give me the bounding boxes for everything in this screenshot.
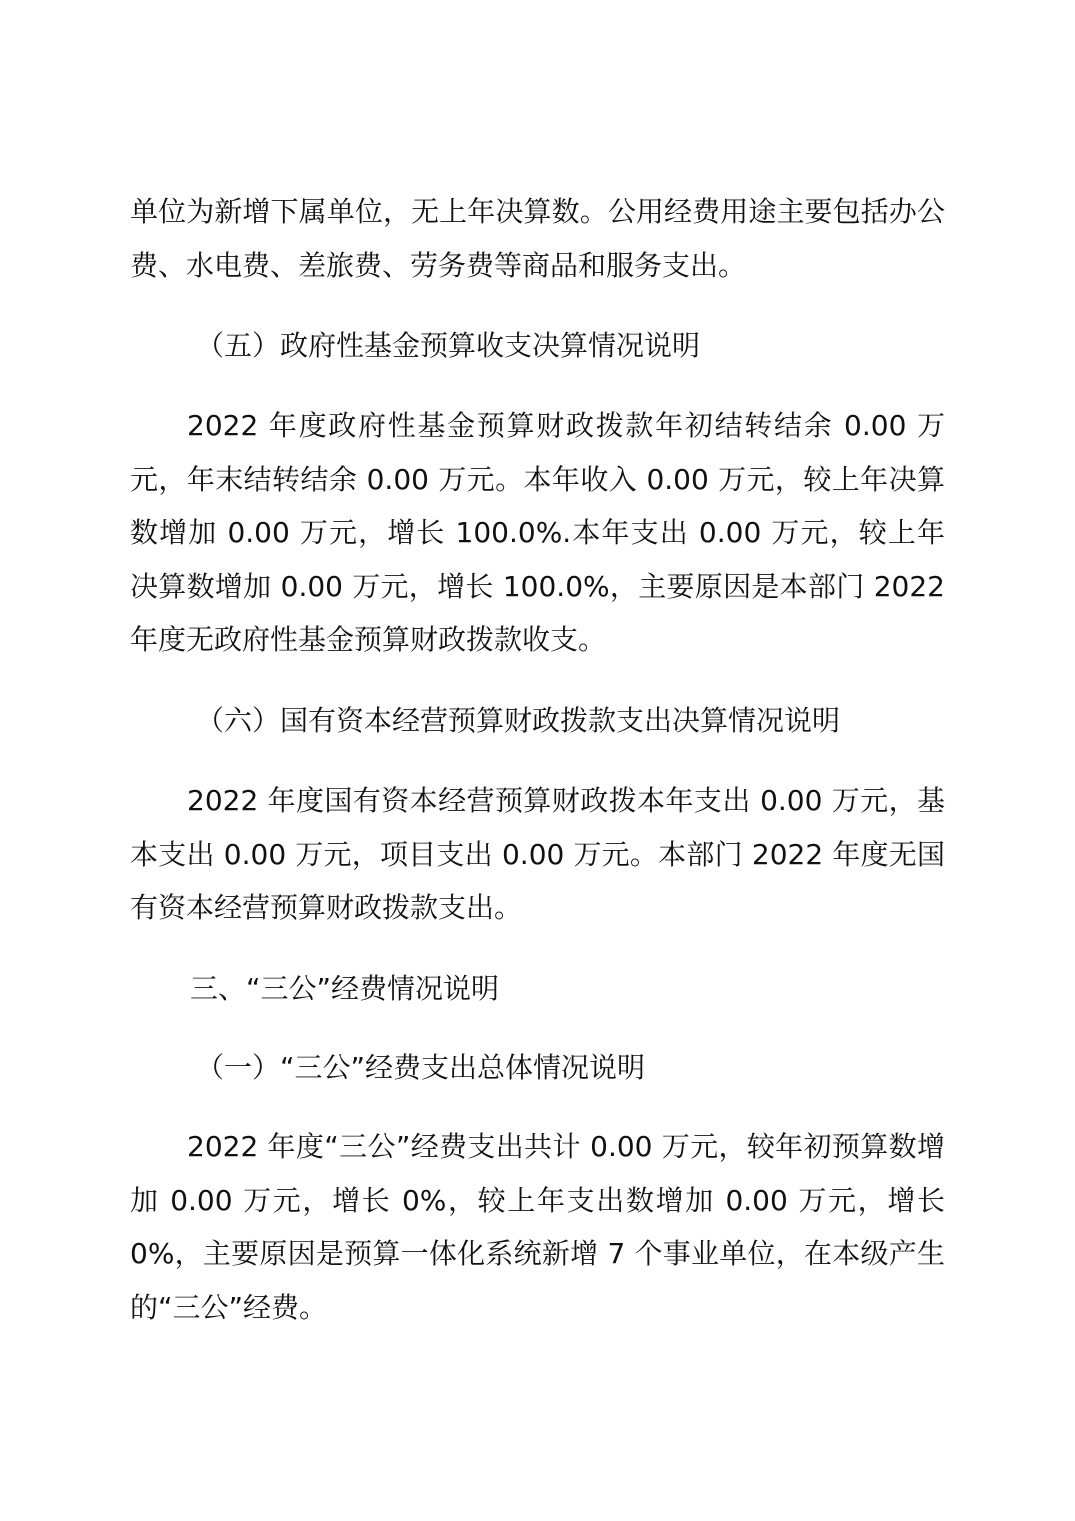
paragraph-public-expenses: 单位为新增下属单位，无上年决算数。公用经费用途主要包括办公费、水电费、差旅费、劳务费等商品和服务支出。: [130, 195, 945, 282]
paragraph-state-capital: 2022 年度国有资本经营预算财政拨本年支出 0.00 万元，基本支出 0.00 万元，项目支出 0.00 万元。本部门 2022 年度无国有资本经营预算财政拨款支出。: [130, 784, 945, 924]
paragraph-three-public-overall: 2022 年度“三公”经费支出共计 0.00 万元，较年初预算数增加 0.00 万元，增长 0%，较上年支出数增加 0.00 万元，增长 0%，主要原因是预算一体化系统新增 7 个事业单位，在本级产生的“三公”经费。: [130, 1130, 945, 1324]
subheading-three-public-overall: （一）“三公”经费支出总体情况说明: [196, 1051, 646, 1084]
subheading-government-fund: （五）政府性基金预算收支决算情况说明: [196, 329, 701, 362]
heading-three-public-expenses: 三、“三公”经费情况说明: [190, 972, 500, 1005]
paragraph-government-fund: 2022 年度政府性基金预算财政拨款年初结转结余 0.00 万元，年末结转结余 0.00 万元。本年收入 0.00 万元，较上年决算数增加 0.00 万元，增长 100.0%.本年支出 0.00 万元，较上年决算数增加 0.00 万元，增长 100.0%，主要原因是本部门 2022 年度无政府性基金预算财政拨款收支。: [130, 409, 945, 656]
subheading-state-capital: （六）国有资本经营预算财政拨款支出决算情况说明: [196, 704, 841, 737]
